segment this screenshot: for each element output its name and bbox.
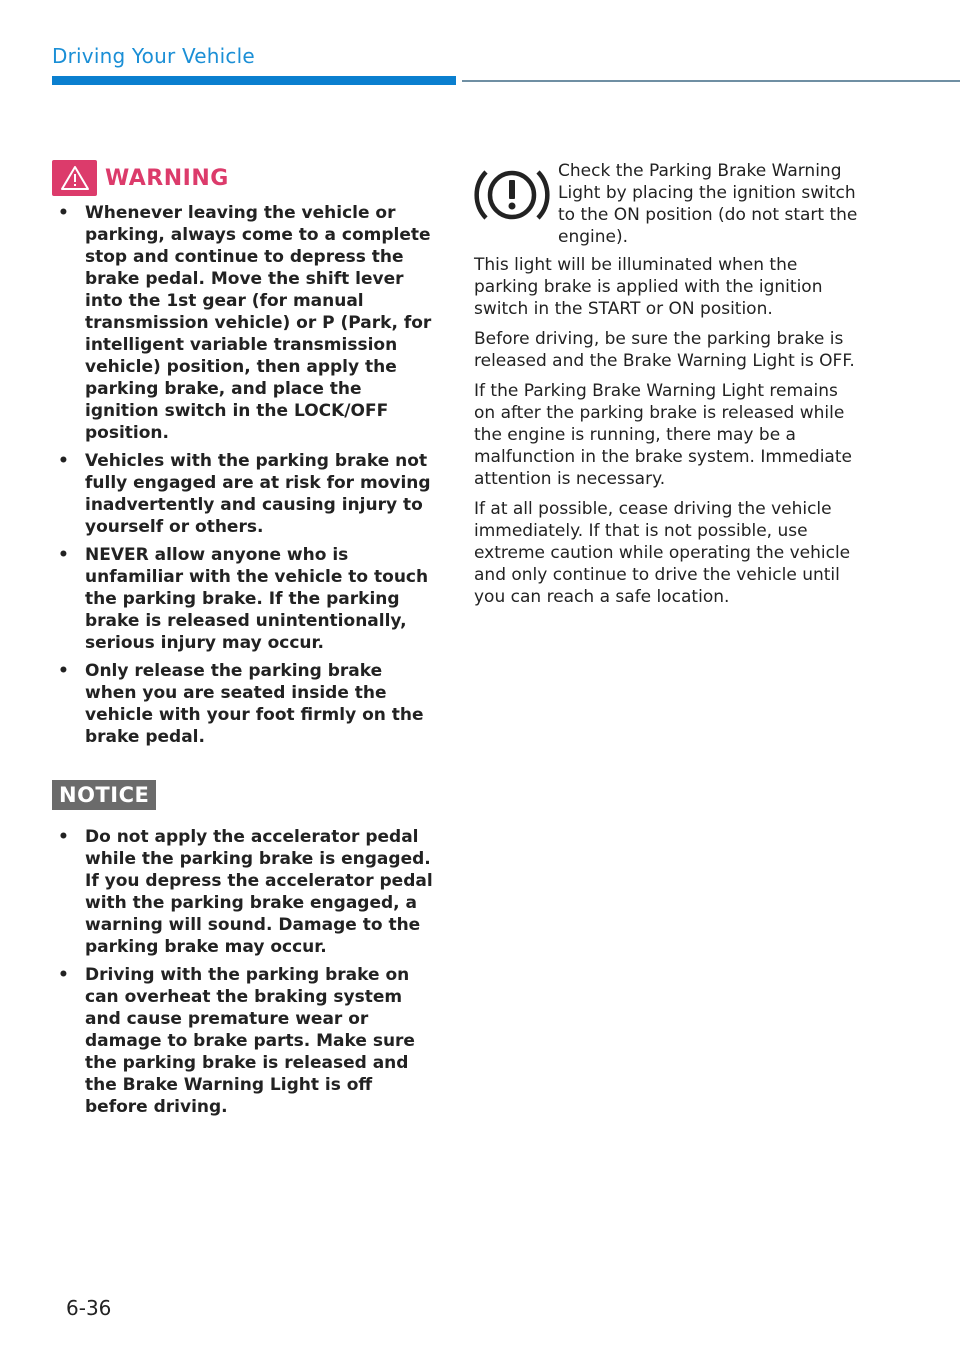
left-column [52, 160, 436, 1124]
header-rule [462, 80, 960, 82]
warning-label: WARNING [105, 165, 229, 191]
warning-item: • Vehicles with the parking brake not fully engaged are at risk for moving inadvertently and causing injury to yourself or others. [52, 450, 436, 538]
notice-item: • Do not apply the accelerator pedal while the parking brake is engaged. If you depress the accelerator pedal with the parking brake engaged, a warning will sound. Damage to the parking brake may occur. [52, 826, 436, 958]
warning-heading [52, 160, 436, 196]
page-header-title: Driving Your Vehicle [52, 44, 255, 68]
right-column [474, 160, 860, 616]
warning-list [52, 202, 436, 748]
body-paragraph: If at all possible, cease driving the vehicle immediately. If that is not possible, use extreme caution while operating the vehicle and only continue to drive the vehicle until you can reach a safe location. [474, 499, 851, 607]
notice-list [52, 826, 436, 1118]
notice-item: • Driving with the parking brake on can overheat the braking system and cause premature wear or damage to brake parts. Make sure the parking brake is released and the Brake Warning Light is off before driving. [52, 964, 436, 1118]
brake-warning-light-icon [474, 162, 550, 228]
warning-item: • NEVER allow anyone who is unfamiliar with the vehicle to touch the parking brake. If the parking brake is released unintentionally, serious injury may occur. [52, 544, 436, 654]
parking-brake-check [474, 160, 860, 248]
warning-triangle-icon [52, 160, 97, 196]
page-number: 6-36 [66, 1296, 112, 1320]
body-paragraph: If the Parking Brake Warning Light remains on after the parking brake is released while the engine is running, there may be a malfunction in the brake system. Immediate attention is necessary. [474, 381, 852, 489]
body-paragraph: Before driving, be sure the parking brake is released and the Brake Warning Light is OFF. [474, 329, 855, 371]
body-paragraph: This light will be illuminated when the parking brake is applied with the ignition switch in the START or ON position. [474, 255, 823, 319]
warning-item: • Only release the parking brake when you are seated inside the vehicle with your foot firmly on the brake pedal. [52, 660, 436, 748]
check-instruction: Check the Parking Brake Warning Light by placing the ignition switch to the ON position (do not start the engine). [558, 161, 858, 247]
notice-badge: NOTICE [52, 780, 156, 810]
header-accent-bar [52, 76, 456, 85]
warning-item: • Whenever leaving the vehicle or parking, always come to a complete stop and continue to depress the brake pedal. Move the shift lever into the 1st gear (for manual transmission vehicle) or P (Park, for intelligent variable transmission vehicle) position, then apply the parking brake, and place the ignition switch in the LOCK/OFF position. [52, 202, 436, 444]
